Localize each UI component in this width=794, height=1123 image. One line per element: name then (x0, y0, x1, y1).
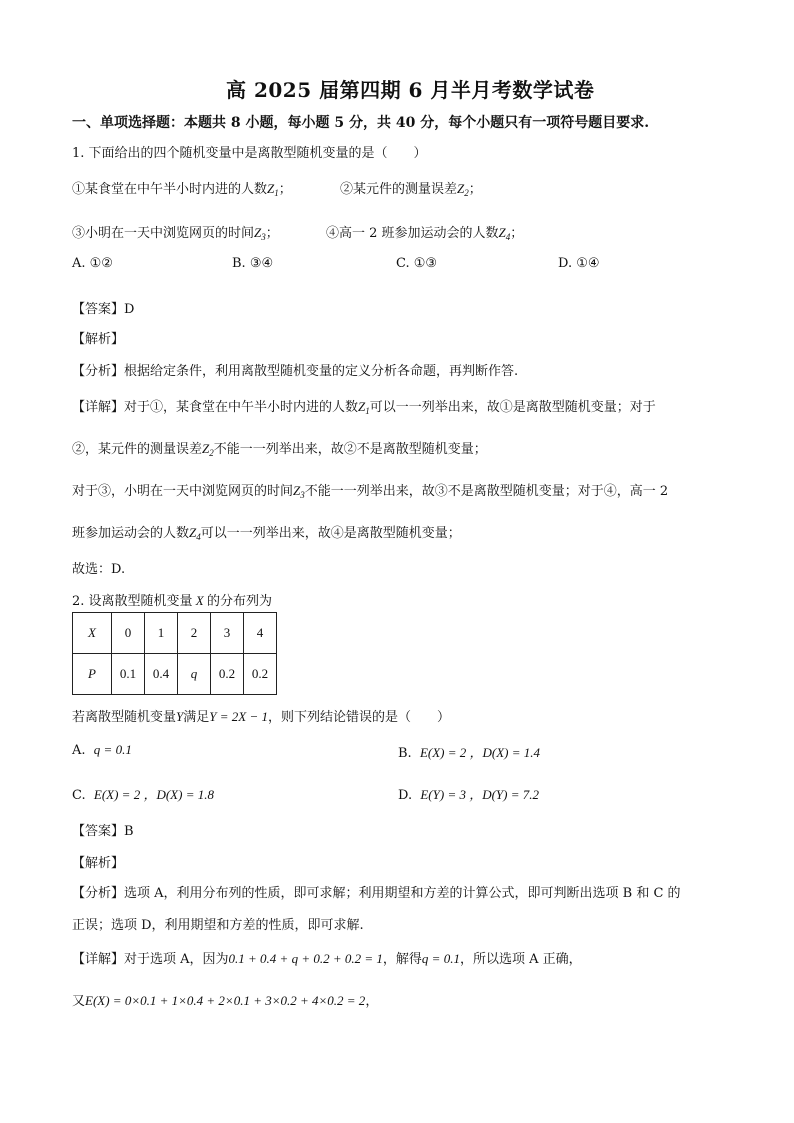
q1-detail-line-2: ②，某元件的测量误差$Z_2$不能一一列举出来，故②不是离散型随机变量； (72, 441, 487, 458)
q2-detail-text: ，所以选项 A 正确， (459, 952, 582, 967)
q1-detail-text: ②，某元件的测量误差 (72, 442, 203, 457)
q1-option-c: C. ①③ (396, 256, 438, 271)
q1-stem: 1. 下面给出的四个随机变量中是离散型随机变量的是（ ） (72, 146, 427, 161)
page-title: 高 2025 届第四期 6 月半月考数学试卷 (226, 78, 595, 102)
q2-answer: 【答案】B (72, 824, 134, 839)
q2-analysis-line-1: 【分析】选项 A，利用分布列的性质，即可求解；利用期望和方差的计算公式，即可判断出选项 B 和 C 的 (72, 886, 681, 901)
table-cell: 3 (211, 613, 244, 654)
q2-condition-text: 满足 (183, 710, 210, 725)
q1-item-2: ②某元件的测量误差$Z_2$； (340, 181, 482, 198)
q2-detail-text: 【详解】对于选项 A，因为 (72, 952, 229, 967)
q1-option-b: B. ③④ (232, 256, 274, 271)
q1-detail-line-1: 【详解】对于①，某食堂在中午半小时内进的人数$Z_1$可以一一列举出来，故①是离散型随机变量；对于 (72, 399, 656, 416)
q1-choose: 故选：D. (72, 562, 126, 577)
q2-condition-text: 若离散型随机变量 (72, 710, 177, 725)
q2-option-a (72, 742, 132, 758)
q1-item-1-text: ①某食堂在中午半小时内进的人数 (72, 182, 268, 197)
q2-analysis-head: 【解析】 (72, 856, 125, 871)
q1-item-3-text: ③小明在一天中浏览网页的时间 (72, 226, 255, 241)
q1-item-1: ①某食堂在中午半小时内进的人数$Z_1$； (72, 181, 292, 198)
q2-detail-text: 又 (72, 994, 86, 1009)
option-label: B. (398, 746, 412, 761)
q1-detail-text: 班参加运动会的人数 (72, 526, 190, 541)
option-math: E(X) = 2 ，D(X) = 1.8 (93, 787, 214, 802)
q1-item-3: ③小明在一天中浏览网页的时间$Z_3$； (72, 225, 279, 242)
q1-detail-text: 不能一一列举出来，故③不是离散型随机变量；对于④，高一 2 (304, 484, 669, 499)
table-cell: 0.1 (112, 654, 145, 695)
q2-detail-math: E(X) = 0×0.1 + 1×0.4 + 2×0.1 + 3×0.2 + 4×0.2 = 2 (85, 993, 366, 1008)
table-header-p: P (73, 654, 112, 695)
q1-answer: 【答案】D (72, 302, 135, 317)
q2-detail-line-2 (72, 990, 378, 1009)
q1-detail-text: 对于③，小明在一天中浏览网页的时间 (72, 484, 294, 499)
table-header-x: X (73, 613, 112, 654)
table-cell: 2 (178, 613, 211, 654)
q2-stem: 2. 设离散型随机变量 X 的分布列为 (72, 593, 273, 609)
option-math: q = 0.1 (93, 742, 132, 757)
section-heading: 一、单项选择题：本题共 8 小题，每小题 5 分，共 40 分，每个小题只有一项符号题目要求. (72, 115, 650, 131)
q2-option-c (72, 784, 214, 803)
q2-stem-text: 2. 设离散型随机变量 (72, 594, 193, 609)
q1-analysis-head: 【解析】 (72, 332, 125, 347)
distribution-table (72, 612, 277, 695)
q1-item-2-text: ②某元件的测量误差 (340, 182, 458, 197)
q1-detail-line-3: 对于③，小明在一天中浏览网页的时间$Z_3$不能一一列举出来，故③不是离散型随机变量；对于④，高一 2 (72, 483, 669, 500)
q2-detail-math: q = 0.1 (421, 951, 460, 966)
table-row (73, 613, 277, 654)
q1-option-d: D. ①④ (558, 256, 600, 271)
option-label: C. (72, 788, 86, 803)
q1-item-4-text: ④高一 2 班参加运动会的人数 (326, 226, 499, 241)
q2-condition: 若离散型随机变量Y满足Y = 2X − 1，则下列结论错误的是（ ） (72, 709, 450, 725)
table-cell: 4 (244, 613, 277, 654)
q1-detail-text: 可以一一列举出来，故①是离散型随机变量；对于 (369, 400, 656, 415)
table-cell: 0.2 (244, 654, 277, 695)
table-cell: 0.2 (211, 654, 244, 695)
q2-detail-text: ，解得 (382, 952, 422, 967)
q1-detail-text: 【详解】对于①，某食堂在中午半小时内进的人数 (72, 400, 359, 415)
table-cell: 0 (112, 613, 145, 654)
q1-item-4: ④高一 2 班参加运动会的人数$Z_4$； (326, 225, 524, 242)
option-math: E(Y) = 3 ，D(Y) = 7.2 (420, 787, 540, 802)
q1-analysis: 【分析】根据给定条件，利用离散型随机变量的定义分析各命题，再判断作答. (72, 364, 519, 379)
q2-detail-math: 0.1 + 0.4 + q + 0.2 + 0.2 = 1 (228, 951, 383, 966)
option-label: D. (398, 788, 413, 803)
option-math: E(X) = 2 ，D(X) = 1.4 (419, 745, 541, 760)
q2-analysis-line-2: 正误；选项 D，利用期望和方差的性质，即可求解. (72, 918, 364, 933)
table-cell: 1 (145, 613, 178, 654)
q1-detail-text: 可以一一列举出来，故④是离散型随机变量； (200, 526, 461, 541)
q1-sep: ； (468, 182, 482, 197)
q1-detail-line-4: 班参加运动会的人数$Z_4$可以一一列举出来，故④是离散型随机变量； (72, 525, 461, 542)
q1-option-a: A. ①② (72, 256, 113, 271)
q2-stem-text: 的分布列为 (207, 594, 273, 609)
q2-option-b (398, 742, 540, 761)
q1-sep: ； (510, 226, 524, 241)
q1-sep: ； (278, 182, 292, 197)
q2-condition-text: ，则下列结论错误的是（ ） (267, 710, 450, 725)
q2-detail-line-1 (72, 948, 582, 967)
q1-detail-text: 不能一一列举出来，故②不是离散型随机变量； (213, 442, 487, 457)
q2-detail-text: ， (365, 994, 379, 1009)
q1-sep: ； (265, 226, 279, 241)
option-label: A. (72, 743, 86, 758)
table-cell: q (178, 654, 211, 695)
table-row (73, 654, 277, 695)
q2-option-d (398, 784, 539, 803)
table-cell: 0.4 (145, 654, 178, 695)
